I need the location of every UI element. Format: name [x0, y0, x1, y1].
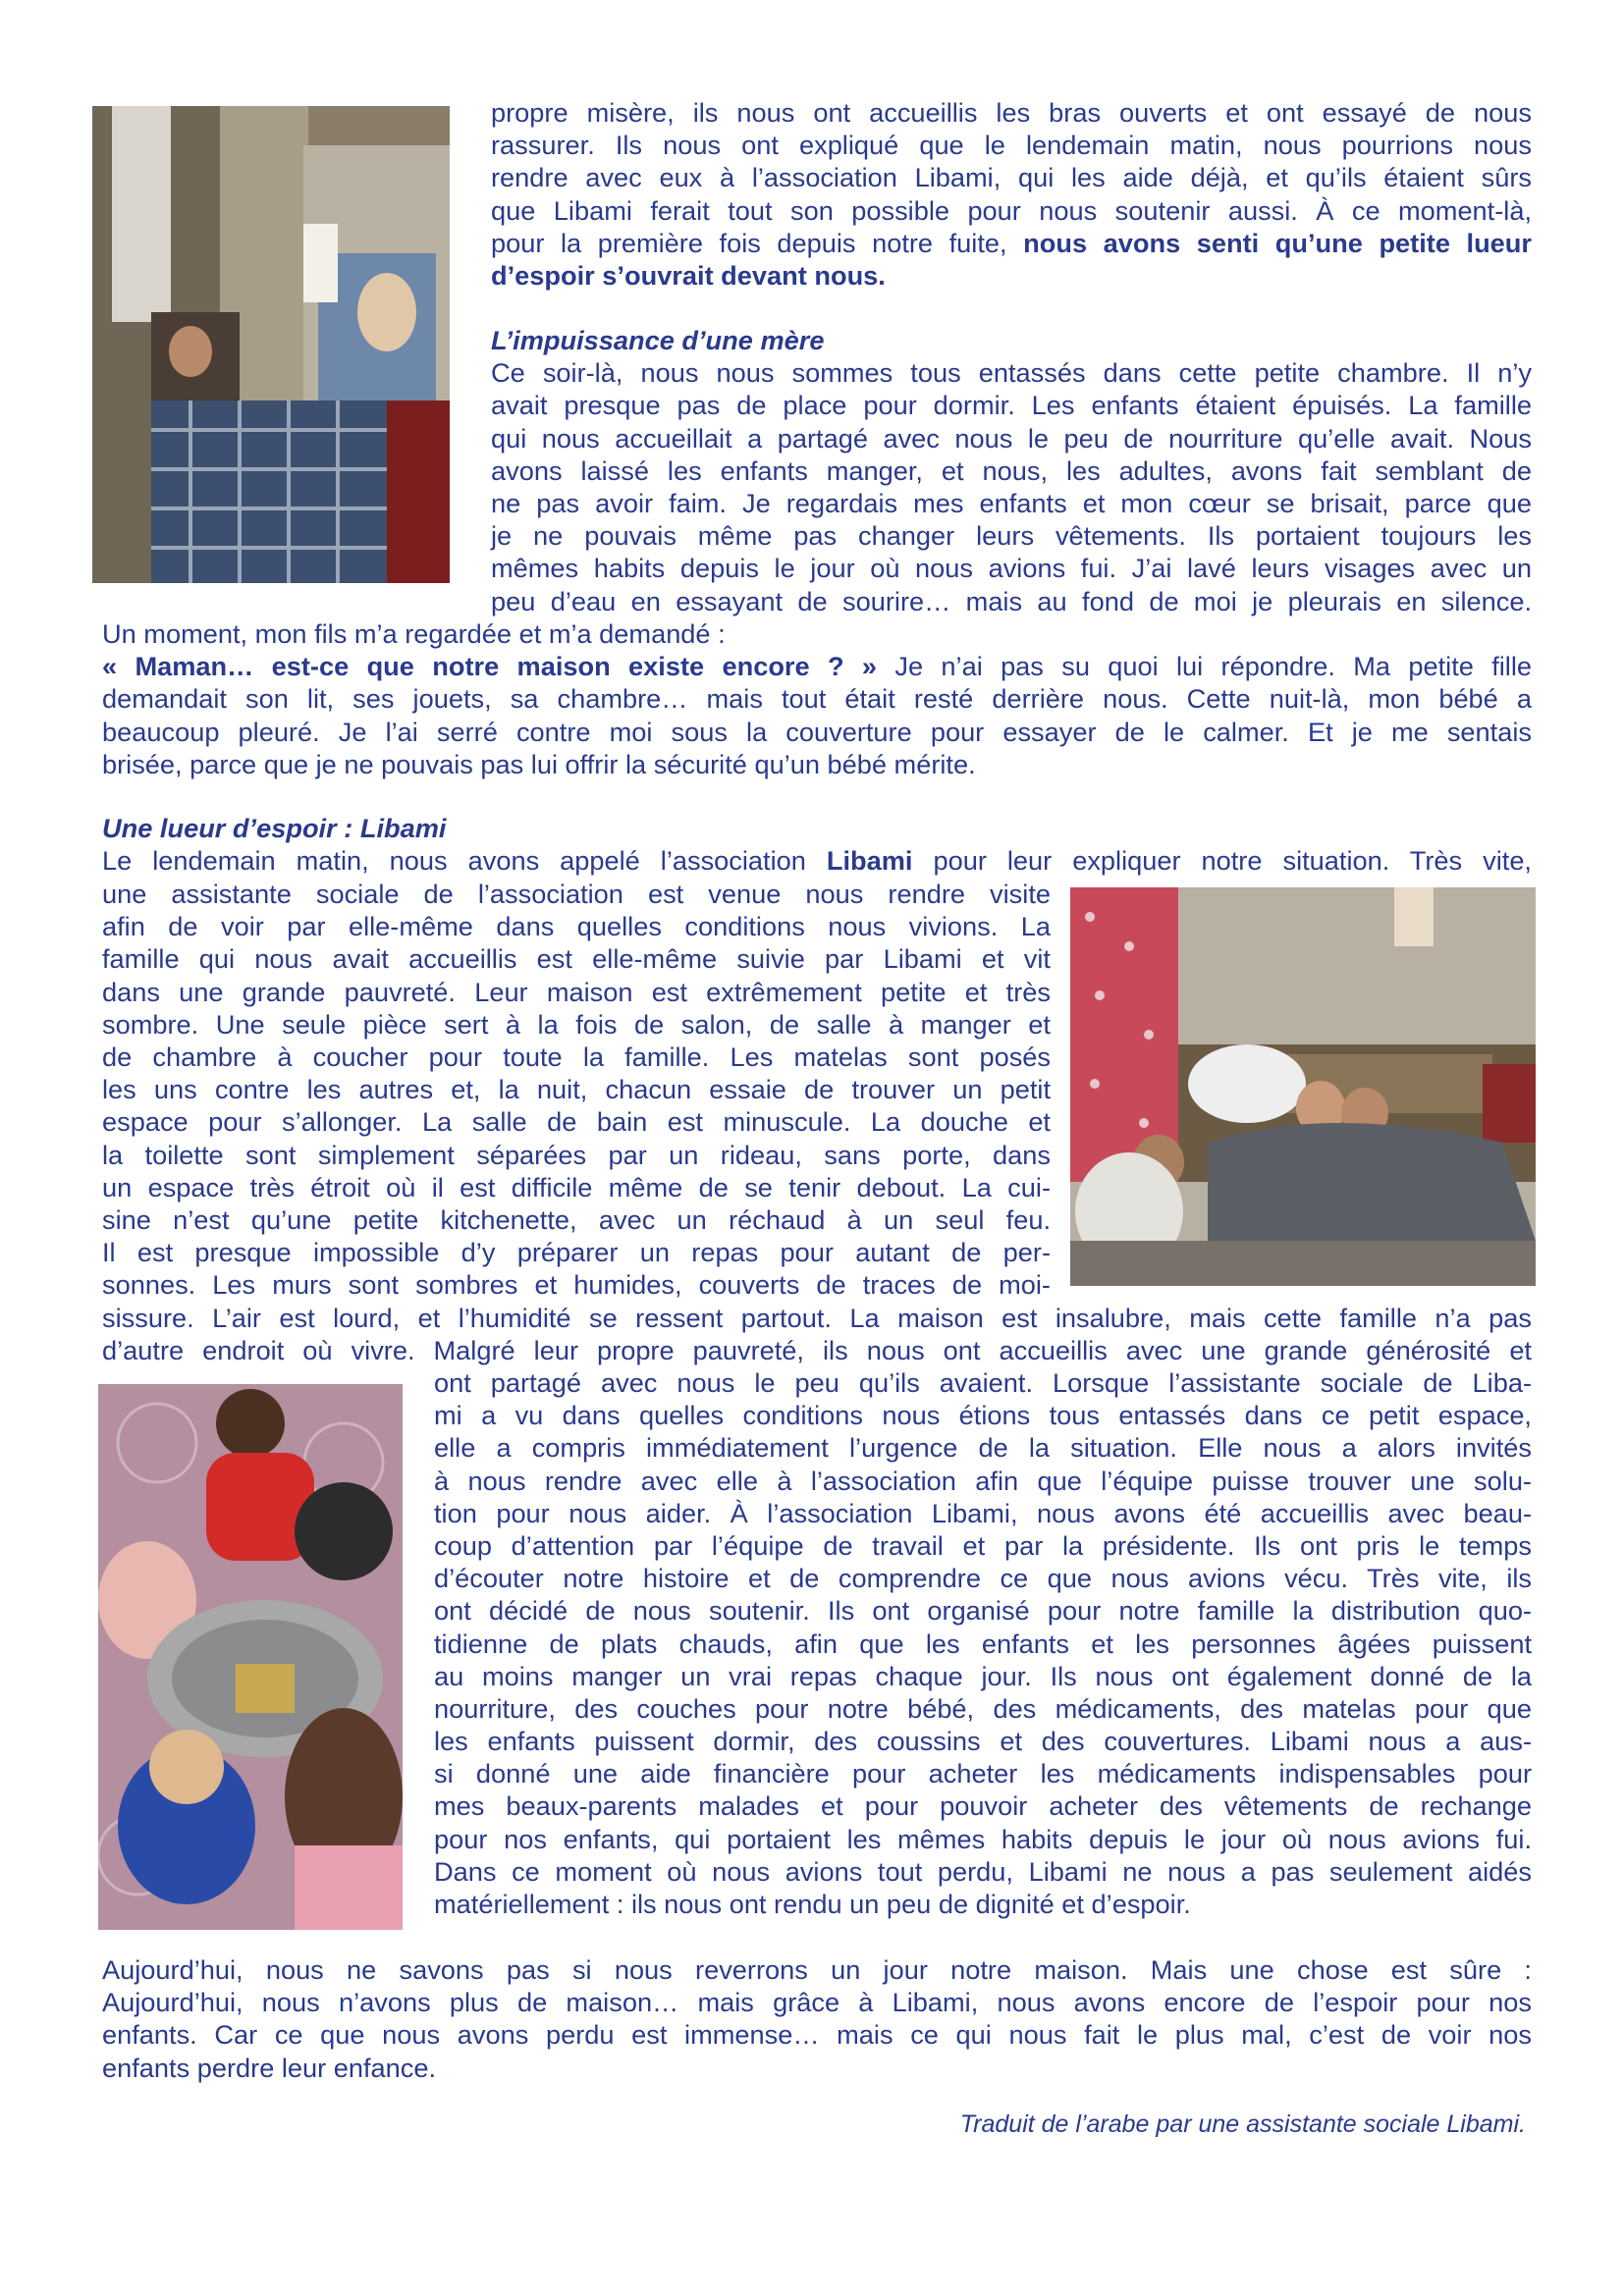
text-line: espace pour s’allonger. La salle de bain est minuscule. La douche et [102, 1106, 1051, 1138]
text-line: d’écouter notre histoire et de comprendre ce que nous avions vécu. Très vite, ils [434, 1563, 1532, 1594]
text-line: sissure. L’air est lourd, et l’humidité se ressent partout. La maison est insalubre, mais cette famille n’a pas [102, 1303, 1532, 1333]
text-segment: Le lendemain matin, nous avons appelé l’association [102, 845, 827, 877]
text-line [491, 227, 1532, 259]
text-line: Il est presque impossible d’y préparer un repas pour autant de per- [102, 1237, 1051, 1268]
section-hope-left [102, 878, 1051, 1301]
text-line: d’autre endroit où vivre. Malgré leur propre pauvreté, ils nous ont accueillis avec une grande générosité et [102, 1335, 1532, 1366]
text-line: propre misère, ils nous ont accueillis les bras ouverts et ont essayé de nous [491, 97, 1532, 128]
emphasis-text: Libami [826, 845, 913, 877]
text-line: afin de voir par elle-même dans quelles conditions nous vivions. La [102, 911, 1051, 942]
photo-children-on-sofa-image [1070, 887, 1536, 1286]
text-line: un espace très étroit où il est difficile même de se tenir debout. La cui- [102, 1171, 1051, 1202]
section-heading: Une lueur d’espoir : Libami [102, 813, 447, 843]
section-hope [102, 812, 1532, 877]
text-line: Un moment, mon fils m’a regardée et m’a demandé : [102, 618, 726, 649]
text-line: mêmes habits depuis le jour où nous avions fui. J’ai lavé leurs visages avec un [491, 553, 1532, 584]
section-hope-full [102, 1302, 1532, 1366]
text-line: tion pour nous aider. À l’association Libami, nous avons été accueillis avec beau- [434, 1497, 1532, 1528]
text-segment: Je n’ai pas su quoi lui répondre. Ma petite fille [877, 651, 1532, 682]
text-line [102, 650, 1532, 682]
text-line: peu d’eau en essayant de sourire… mais au fond de moi je pleurais en silence. [491, 585, 1532, 616]
text-line: demandait son lit, ses jouets, sa chambre… mais tout était resté derrière nous. Cette nuit-là, mon bébé a [102, 683, 1532, 715]
text-line: coup d’attention par l’équipe de travail et par la présidente. Ils ont pris le temps [434, 1529, 1532, 1561]
text-line: ont partagé avec nous le peu qu’ils avaient. Lorsque l’assistante sociale de Liba- [434, 1367, 1532, 1398]
photo-boy-lying-on-floor [92, 106, 450, 583]
photo-children-eating [98, 1384, 403, 1930]
text-line: Aujourd’hui, nous n’avons plus de maison… mais grâce à Libami, nous avons encore de l’espoir pour nos [102, 1987, 1532, 2018]
text-line: de chambre à coucher pour toute la famille. Les matelas sont posés [102, 1041, 1051, 1072]
photo-boy-lying-on-floor-image [92, 106, 450, 583]
text-line: ont décidé de nous soutenir. Ils ont organisé pour notre famille la distribution quo- [434, 1595, 1532, 1627]
text-line: ne pas avoir faim. Je regardais mes enfants et mon cœur se brisait, parce que [491, 487, 1532, 518]
intro-paragraph [491, 96, 1532, 292]
photo-children-eating-image [98, 1384, 403, 1930]
text-line: je ne pouvais même pas changer leurs vêtements. Ils portaient toujours les [491, 520, 1532, 552]
text-line: si donné une aide financière pour acheter les médicaments indispensables pour [434, 1758, 1532, 1789]
text-line: mi a vu dans quelles conditions nous étions tous entassés dans ce petit espace, [434, 1400, 1532, 1431]
text-line: sombre. Une seule pièce sert à la fois de salon, de salle à manger et [102, 1008, 1051, 1040]
text-line [102, 844, 1532, 877]
text-line: matériellement : ils nous ont rendu un peu de dignité et d’espoir. [434, 1889, 1191, 1919]
text-line: enfants. Car ce que nous avons perdu est immense… mais ce qui nous fait le plus mal, c’est de voir nos [102, 2019, 1532, 2051]
translation-credit: Traduit de l’arabe par une assistante sociale Libami. [959, 2110, 1526, 2138]
closing-paragraph [102, 1953, 1532, 2084]
text-line: les enfants puissent dormir, des coussins et des couvertures. Libami nous a aus- [434, 1726, 1532, 1757]
text-line: tidienne de plats chauds, afin que les enfants et les personnes âgées puissent [434, 1628, 1532, 1659]
text-line: qui nous accueillait a partagé avec nous le peu de nourriture qu’elle avait. Nous [491, 422, 1532, 454]
emphasis-text: nous avons senti qu’une petite lueur [1023, 227, 1532, 258]
text-line: les uns contre les autres et, la nuit, chacun essaie de trouver un petit [102, 1074, 1051, 1105]
photo-children-on-sofa [1070, 887, 1536, 1286]
text-segment: pour la première fois depuis notre fuite, [491, 227, 1024, 258]
section-mother-full [102, 617, 1532, 780]
text-line: famille qui nous avait accueillis est elle-même suivie par Libami et vit [102, 943, 1051, 975]
text-line: elle a compris immédiatement l’urgence de la situation. Elle nous a alors invités [434, 1432, 1532, 1464]
section-heading: L’impuissance d’une mère [491, 325, 825, 355]
text-line: Dans ce moment où nous avions tout perdu, Libami ne nous a pas seulement aidés [434, 1855, 1532, 1887]
text-line: avons laissé les enfants manger, et nous, les adultes, avons fait semblant de [491, 454, 1532, 486]
text-line: sonnes. Les murs sont sombres et humides, couverts de traces de moi- [102, 1269, 1051, 1301]
text-line: à nous rendre avec elle à l’association afin que l’équipe puisse trouver une solu- [434, 1465, 1532, 1496]
text-line: avait presque pas de place pour dormir. Les enfants étaient épuisés. La famille [491, 390, 1532, 421]
text-line: dans une grande pauvreté. Leur maison est extrêmement petite et très [102, 976, 1051, 1007]
text-line: Ce soir-là, nous nous sommes tous entassés dans cette petite chambre. Il n’y [491, 357, 1532, 389]
quote-text: « Maman… est-ce que notre maison existe encore ? » [102, 651, 878, 682]
text-line: mes beaux-parents malades et pour pouvoir acheter des vêtements de rechange [434, 1790, 1532, 1822]
text-line: enfants perdre leur enfance. [102, 2052, 437, 2083]
text-line: une assistante sociale de l’association est venue nous rendre visite [102, 879, 1051, 909]
text-line: sine n’est qu’une petite kitchenette, avec un réchaud à un seul feu. [102, 1203, 1051, 1235]
text-line: rassurer. Ils nous ont expliqué que le lendemain matin, nous pourrions nous [491, 130, 1532, 161]
text-line: la toilette sont simplement séparées par un rideau, sans porte, dans [102, 1139, 1051, 1170]
text-line: rendre avec eux à l’association Libami, qui les aide déjà, et qu’ils étaient sûrs [491, 162, 1532, 193]
text-line: que Libami ferait tout son possible pour nous soutenir aussi. À ce moment-là, [491, 194, 1532, 226]
emphasis-line: d’espoir s’ouvrait devant nous. [491, 259, 886, 291]
text-line: brisée, parce que je ne pouvais pas lui offrir la sécurité qu’un bébé mérite. [102, 748, 976, 779]
section-mother [491, 324, 1532, 617]
section-hope-right [434, 1366, 1532, 1920]
text-line: pour nos enfants, qui portaient les mêmes habits depuis le jour où nous avions fui. [434, 1823, 1532, 1854]
text-line: Aujourd’hui, nous ne savons pas si nous reverrons un jour notre maison. Mais une chose est sûre : [102, 1954, 1532, 1985]
text-line: beaucoup pleuré. Je l’ai serré contre moi sous la couverture pour essayer de le calmer. Et je me sentais [102, 716, 1532, 747]
text-line: nourriture, des couches pour notre bébé, des médicaments, des matelas pour que [434, 1692, 1532, 1724]
text-segment: pour leur expliquer notre situation. Très vite, [912, 845, 1532, 877]
text-line: au moins manger un vrai repas chaque jour. Ils nous ont également donné de la [434, 1660, 1532, 1691]
